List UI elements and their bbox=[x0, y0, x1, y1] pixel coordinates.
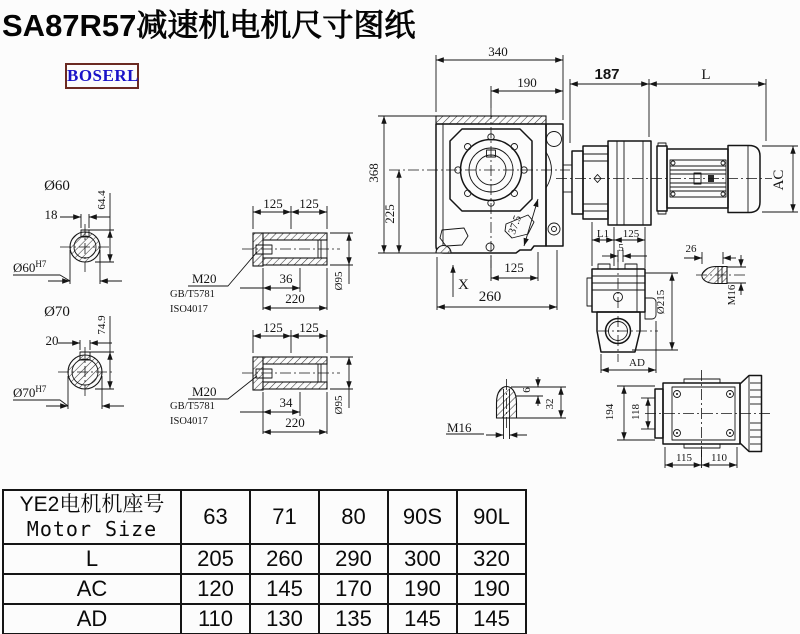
dim-shaft70-bore: $Ø70^{H7}$ bbox=[13, 384, 47, 400]
dim-sleeve-top-depth: 36 bbox=[279, 271, 293, 286]
view-hollow-shaft-bottom bbox=[170, 320, 353, 434]
view-gearbox-front bbox=[366, 44, 570, 310]
dim-key-right-thread: M16 bbox=[726, 284, 738, 306]
table-cell: 205 bbox=[181, 544, 250, 574]
sleeve-bot-std-iso: ISO4017 bbox=[170, 416, 208, 427]
table-row-L bbox=[3, 544, 526, 574]
dim-front-angle: 37.5 bbox=[506, 213, 525, 237]
sleeve-top-std-iso: ISO4017 bbox=[170, 304, 208, 315]
motor-size-table bbox=[2, 489, 527, 634]
table-col-80: 80 bbox=[319, 490, 388, 544]
shaft70-label: Ø70 bbox=[44, 304, 70, 320]
dim-sleeve-bot-depth: 34 bbox=[279, 395, 293, 410]
view-key-right bbox=[684, 243, 746, 305]
dim-motor-dia: AC bbox=[771, 169, 787, 191]
brand-logo: BOSERL bbox=[65, 63, 139, 89]
dim-key-bottom-depth: 6 bbox=[521, 387, 533, 393]
view-motor-side bbox=[556, 66, 798, 225]
table-row-AD bbox=[3, 604, 526, 634]
dim-sleeve-bot-dia: Ø95 bbox=[333, 395, 345, 415]
table-header-cn: YE2电机机座号 bbox=[19, 493, 165, 516]
dim-sleeve-top-125b: 125 bbox=[299, 196, 319, 211]
view-motor-rear bbox=[604, 370, 770, 468]
sleeve-bot-std-gb: GB/T5781 bbox=[170, 401, 215, 412]
table-cell: 145 bbox=[457, 604, 526, 634]
table-cell: 290 bbox=[319, 544, 388, 574]
sleeve-top-thread: M20 bbox=[192, 271, 217, 286]
dim-rear-194: 194 bbox=[604, 403, 616, 421]
shaft60-label: Ø60 bbox=[44, 178, 70, 194]
dim-side-5: 5 bbox=[618, 242, 624, 254]
dim-adapter-length: 187 bbox=[594, 66, 620, 83]
dim-sleeve-top-125a: 125 bbox=[263, 196, 283, 211]
table-cell: 320 bbox=[457, 544, 526, 574]
dim-sleeve-top-length: 220 bbox=[285, 291, 305, 306]
dim-sleeve-bot-length: 220 bbox=[285, 415, 305, 430]
view-key-bottom bbox=[446, 377, 566, 439]
sleeve-top-std-gb: GB/T5781 bbox=[170, 289, 215, 300]
table-header-label bbox=[3, 490, 181, 544]
front-x-marker: X bbox=[458, 277, 469, 293]
view-shaft-60 bbox=[13, 178, 122, 284]
dim-front-width: 340 bbox=[488, 44, 508, 59]
dim-motor-length: L bbox=[701, 67, 711, 83]
table-cell: 145 bbox=[388, 604, 457, 634]
table-cell: 120 bbox=[181, 574, 250, 604]
dim-side-ad: AD bbox=[629, 357, 645, 369]
dim-key-width-70: 20 bbox=[45, 333, 59, 348]
table-cell: 190 bbox=[457, 574, 526, 604]
table-col-71: 71 bbox=[250, 490, 319, 544]
table-cell: 110 bbox=[181, 604, 250, 634]
row-label-AD: AD bbox=[3, 604, 181, 634]
table-col-90l: 90L bbox=[457, 490, 526, 544]
view-gearbox-side bbox=[587, 222, 678, 373]
row-label-AC: AC bbox=[3, 574, 181, 604]
dim-key-width-60: 18 bbox=[44, 207, 58, 222]
table-header-en: Motor Size bbox=[26, 517, 158, 541]
table-cell: 300 bbox=[388, 544, 457, 574]
dim-sleeve-bot-125b: 125 bbox=[299, 320, 319, 335]
table-cell: 170 bbox=[319, 574, 388, 604]
dim-key-bottom-width: 32 bbox=[544, 398, 556, 410]
table-cell: 145 bbox=[250, 574, 319, 604]
page-title: SA87R57减速机电机尺寸图纸 bbox=[2, 8, 416, 43]
dim-sleeve-bot-125a: 125 bbox=[263, 320, 283, 335]
table-col-63: 63 bbox=[181, 490, 250, 544]
dim-shaft60-bore: $Ø60^{H7}$ bbox=[13, 259, 47, 275]
row-label-L: L bbox=[3, 544, 181, 574]
table-cell: 260 bbox=[250, 544, 319, 574]
dim-sleeve-top-dia: Ø95 bbox=[333, 271, 345, 291]
sleeve-bot-thread: M20 bbox=[192, 384, 217, 399]
dim-side-l1: L1 bbox=[596, 228, 610, 240]
table-cell: 135 bbox=[319, 604, 388, 634]
dim-rear-110: 110 bbox=[710, 452, 728, 464]
table-row-AC bbox=[3, 574, 526, 604]
dim-key-bottom-thread: M16 bbox=[447, 420, 472, 435]
view-shaft-70 bbox=[13, 304, 124, 409]
dim-shaft70-height: 74.9 bbox=[96, 315, 108, 335]
dim-side-125: 125 bbox=[622, 228, 640, 240]
view-hollow-shaft-top bbox=[170, 196, 353, 315]
table-col-90s: 90S bbox=[388, 490, 457, 544]
dim-front-off2: 260 bbox=[478, 289, 502, 305]
dim-rear-115: 115 bbox=[675, 452, 693, 464]
dim-side-dia215: Ø215 bbox=[655, 289, 667, 315]
table-cell: 190 bbox=[388, 574, 457, 604]
dim-front-center-h: 225 bbox=[382, 204, 397, 224]
dim-shaft60-height: 64.4 bbox=[96, 190, 108, 210]
dim-front-off1: 125 bbox=[504, 260, 524, 275]
dim-key-right-26: 26 bbox=[685, 243, 697, 255]
dim-rear-118: 118 bbox=[630, 403, 642, 421]
table-header-row bbox=[3, 490, 526, 544]
dim-front-flange: 190 bbox=[517, 75, 537, 90]
table-cell: 130 bbox=[250, 604, 319, 634]
dim-front-height: 368 bbox=[366, 163, 381, 183]
